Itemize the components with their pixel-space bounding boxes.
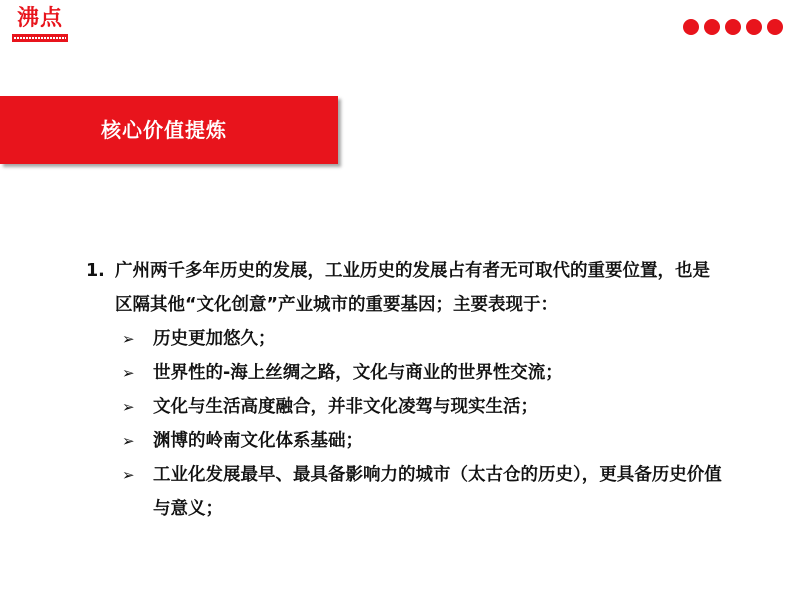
list-item-text: 渊博的岭南文化体系基础； (153, 431, 363, 451)
main-point (86, 254, 726, 322)
list-item-text: 工业化发展最早、最具备影响力的城市（太古仓的历史），更具备历史价值与意义； (153, 465, 722, 519)
list-item-text: 文化与生活高度融合，并非文化凌驾与现实生活； (153, 397, 538, 417)
main-point-text: 广州两千多年历史的发展，工业历史的发展占有者无可取代的重要位置，也是区隔其他“文化创意”产业城市的重要基因；主要表现于： (115, 261, 710, 315)
logo-text: 沸点 (16, 5, 63, 31)
list-item (86, 322, 726, 356)
arrow-bullet-icon: ➢ (122, 466, 135, 484)
decorative-dots (683, 19, 783, 35)
dot-icon (767, 19, 783, 35)
dot-icon (683, 19, 699, 35)
dot-icon (704, 19, 720, 35)
main-point-number: 1. (86, 261, 105, 281)
list-item (86, 390, 726, 424)
dot-icon (725, 19, 741, 35)
list-item (86, 424, 726, 458)
list-item-text: 世界性的-海上丝绸之路，文化与商业的世界性交流； (153, 363, 563, 383)
dot-icon (746, 19, 762, 35)
arrow-bullet-icon: ➢ (122, 330, 135, 348)
content-body (86, 254, 726, 526)
logo-tagline-band (12, 34, 68, 42)
bullet-list (86, 322, 726, 526)
arrow-bullet-icon: ➢ (122, 364, 135, 382)
arrow-bullet-icon: ➢ (122, 432, 135, 450)
title-bar (0, 96, 338, 164)
arrow-bullet-icon: ➢ (122, 398, 135, 416)
list-item-text: 历史更加悠久； (153, 329, 276, 349)
page-title: 核心价值提炼 (101, 118, 227, 142)
list-item (86, 356, 726, 390)
brand-logo (12, 4, 68, 46)
list-item (86, 458, 726, 526)
